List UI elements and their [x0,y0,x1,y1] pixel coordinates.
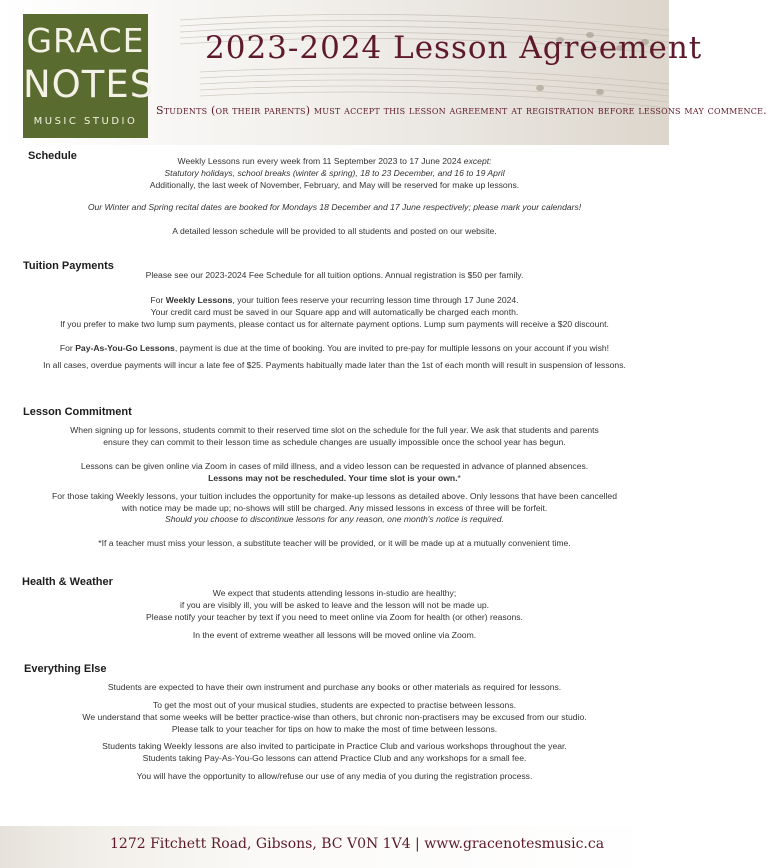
grace-notes-logo [23,14,155,138]
health-paragraph-2: if you are visibly ill, you will be asked to leave and the lesson will not be made up. [179,600,490,610]
tuition-paragraph-3: Your credit card must be saved in our Square app and will automatically be charged each month. [150,307,519,317]
else-paragraph-1: Students are expected to have their own instrument and purchase any books or other materials as required for lessons. [107,682,562,692]
logo-line-3: MUSIC STUDIO [33,116,138,127]
commitment-paragraph-5: For those taking Weekly lessons, your tuition includes the opportunity for make-up lessons as detailed above. Only lessons that have been cancelled [52,491,617,501]
else-paragraph-7: You will have the opportunity to allow/refuse our use of any media of you during the registration process. [136,771,533,781]
else-paragraph-3: We understand that some weeks will be better practice-wise than others, but chronic non-practisers may be excused from our studio. [82,712,587,722]
page-title: 2023-2024 Lesson Agreement [205,30,703,66]
commitment-paragraph-1: When signing up for lessons, students commit to their reserved time slot on the schedule for the full year. We ask that students and parents [70,425,599,435]
health-paragraph-4: In the event of extreme weather all lessons will be moved online via Zoom. [192,630,477,640]
schedule-heading: Schedule [28,150,77,162]
commitment-heading: Lesson Commitment [23,406,132,418]
commitment-paragraph-3: Lessons can be given online via Zoom in cases of mild illness, and a video lesson can be requested in advance of planned absences. [80,461,589,471]
else-paragraph-2: To get the most out of your musical studies, students are expected to practise between lessons. [152,700,517,710]
commitment-paragraph-6: with notice may be made up; no-shows will still be charged. Any missed lessons in excess of three will be forfeit. [121,503,548,513]
health-heading: Health & Weather [22,576,113,588]
else-heading: Everything Else [24,663,107,675]
logo-line-2: NOTES [23,63,155,106]
health-paragraph-3: Please notify your teacher by text if you need to meet online via Zoom for health (or other) reasons. [146,612,523,622]
tuition-paragraph-6: In all cases, overdue payments will incur a late fee of $25. Payments habitually made later than the 1st of each month will result in suspension of lessons. [43,360,626,370]
commitment-paragraph-7: Should you choose to discontinue lessons for any reason, one month's notice is required. [165,514,504,524]
tuition-heading: Tuition Payments [23,260,114,272]
commitment-paragraph-2: ensure they can commit to their lesson time as schedule changes are usually impossible once the school year has begun. [103,437,566,447]
footer-address: 1272 Fitchett Road, Gibsons, BC V0N 1V4 | www.gracenotesmusic.ca [110,836,605,852]
schedule-paragraph-1: Weekly Lessons run every week from 11 September 2023 to 17 June 2024 except: [177,156,492,166]
tuition-paragraph-1: Please see our 2023-2024 Fee Schedule for all tuition options. Annual registration is $50 per family. [145,270,524,280]
schedule-paragraph-3: Additionally, the last week of November, February, and May will be reserved for make up lessons. [149,180,520,190]
else-paragraph-6: Students taking Pay-As-You-Go lessons can attend Practice Club and any workshops for a small fee. [142,753,527,763]
else-paragraph-4: Please talk to your teacher for tips on how to make the most of time between lessons. [171,724,498,734]
health-paragraph-1: We expect that students attending lessons in-studio are healthy; [212,588,457,598]
tuition-weekly-paragraph: For Weekly Lessons, your tuition fees reserve your recurring lesson time through 17 June 2024. [150,295,519,305]
else-paragraph-5: Students taking Weekly lessons are also invited to participate in Practice Club and various workshops throughout the year. [102,741,567,751]
schedule-recital-note: Our Winter and Spring recital dates are booked for Mondays 18 December and 17 June respectively; please mark your calendars! [87,202,582,212]
page-subtitle: Students (or their parents) must accept this lesson agreement at registration before lessons may commence. [156,104,767,117]
commitment-teacher-note: *If a teacher must miss your lesson, a substitute teacher will be provided, or it will be made up at a mutually convenient time. [98,538,571,548]
logo-line-1: GRACE [26,21,145,60]
commitment-no-reschedule: Lessons may not be rescheduled. Your time slot is your own.* [208,473,461,483]
schedule-paragraph-2: Statutory holidays, school breaks (winter & spring), 18 to 23 December, and 16 to 19 April [164,168,505,178]
tuition-paragraph-4: If you prefer to make two lump sum payments, please contact us for alternate payment options. Lump sum payments will receive a $20 discount. [60,319,609,329]
schedule-paragraph-5: A detailed lesson schedule will be provided to all students and posted on our website. [172,226,497,236]
tuition-payg-paragraph: For Pay-As-You-Go Lessons, payment is due at the time of booking. You are invited to pre-pay for multiple lessons on your account if you wish! [59,343,610,353]
